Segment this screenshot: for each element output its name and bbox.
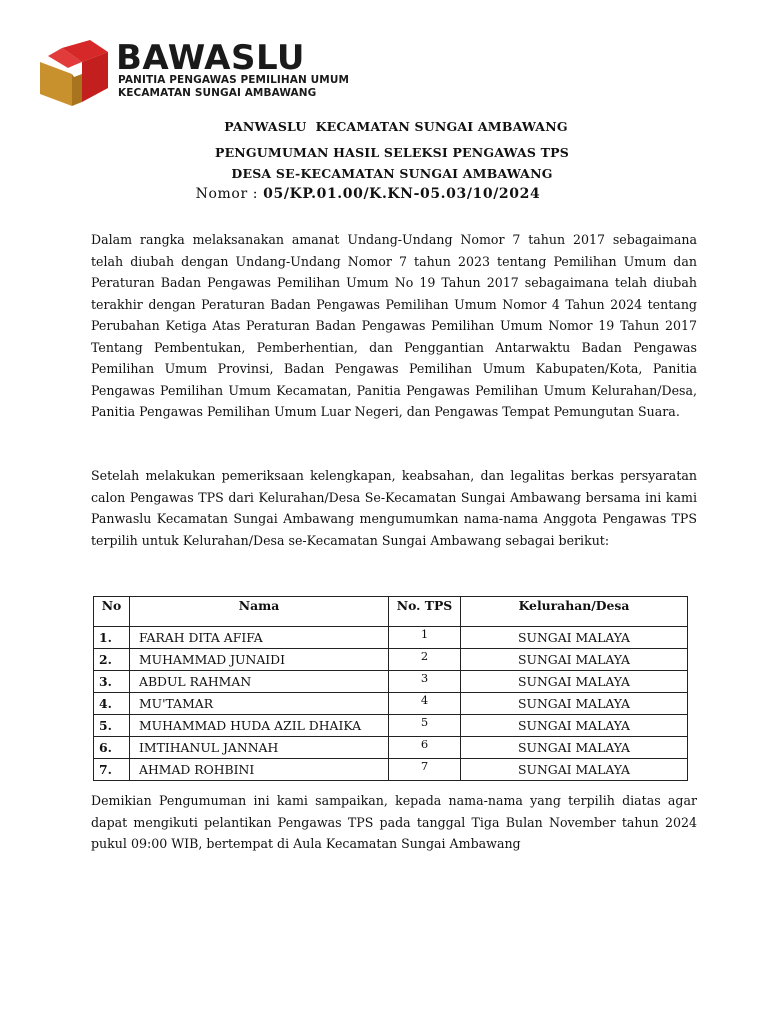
cell-no: 5. — [94, 715, 130, 737]
cell-tps: 3 — [389, 671, 461, 693]
cell-name: ABDUL RAHMAN — [130, 671, 389, 693]
cell-no: 1. — [94, 627, 130, 649]
table-row — [94, 649, 688, 671]
table-row — [94, 759, 688, 781]
header-name: Nama — [130, 597, 389, 627]
org-title: PANWASLU KECAMATAN SUNGAI AMBAWANG — [224, 119, 568, 134]
bawaslu-emblem-icon — [38, 40, 110, 108]
table-row — [94, 693, 688, 715]
cell-tps: 4 — [389, 693, 461, 715]
cell-kelurahan: SUNGAI MALAYA — [461, 649, 688, 671]
cell-kelurahan: SUNGAI MALAYA — [461, 737, 688, 759]
cell-kelurahan: SUNGAI MALAYA — [461, 759, 688, 781]
scope-title: DESA SE-KECAMATAN SUNGAI AMBAWANG — [231, 166, 553, 181]
cell-kelurahan: SUNGAI MALAYA — [461, 693, 688, 715]
cell-tps: 7 — [389, 759, 461, 781]
paragraph-legal-basis: Dalam rangka melaksanakan amanat Undang-Undang Nomor 7 tahun 2017 sebagaimana telah diubah dengan Undang-Undang Nomor 7 tahun 2023 tentang Pemilihan Umum dan Peraturan Badan Pengawas Pemilihan Umum No 19 Tahun 2017 sebagaimana telah diubah terakhir dengan Peraturan Badan Pengawas Pemilihan Umum Nomor 4 Tahun 2024 tentang Perubahan Ketiga Atas Peraturan Badan Pengawas Pemilihan Umum Nomor 19 Tahun 2017 Tentang Pembentukan, Pemberhentian, dan Penggantian Antarwaktu Badan Pengawas Pemilihan Umum Provinsi, Badan Pengawas Pemilihan Umum Kabupaten/Kota, Panitia Pengawas Pemilihan Umum Kecamatan, Panitia Pengawas Pemilihan Umum Kelurahan/Desa, Panitia Pengawas Pemilihan Umum Luar Negeri, dan Pengawas Tempat Pemungutan Suara. — [91, 232, 697, 419]
cell-kelurahan: SUNGAI MALAYA — [461, 671, 688, 693]
table-row — [94, 737, 688, 759]
cell-name: FARAH DITA AFIFA — [130, 627, 389, 649]
cell-tps: 2 — [389, 649, 461, 671]
paragraph-selection: Setelah melakukan pemeriksaan kelengkapan, keabsahan, dan legalitas berkas persyaratan calon Pengawas TPS dari Kelurahan/Desa Se-Kecamatan Sungai Ambawang bersama ini kami Panwaslu Kecamatan Sungai Ambawang mengumumkan nama-nama Anggota Pengawas TPS terpilih untuk Kelurahan/Desa se-Kecamatan Sungai Ambawang sebagai berikut: — [91, 468, 697, 548]
cell-tps: 5 — [389, 715, 461, 737]
table-row — [94, 671, 688, 693]
cell-tps: 1 — [389, 627, 461, 649]
table-row — [94, 627, 688, 649]
logo-subtitle-line2: KECAMATAN SUNGAI AMBAWANG — [118, 87, 317, 99]
header-kelurahan: Kelurahan/Desa — [461, 597, 688, 627]
announcement-title: PENGUMUMAN HASIL SELEKSI PENGAWAS TPS — [214, 145, 569, 160]
cell-name: MUHAMMAD JUNAIDI — [130, 649, 389, 671]
cell-no: 3. — [94, 671, 130, 693]
document-number — [0, 186, 752, 202]
document-number-value: 05/KP.01.00/K.KN-05.03/10/2024 — [263, 186, 541, 202]
paragraph-closing: Demikian Pengumuman ini kami sampaikan, kepada nama-nama yang terpilih diatas agar dapat mengikuti pelantikan Pengawas TPS pada tanggal Tiga Bulan November tahun 2024 pukul 09:00 WIB, bertempat di Aula Kecamatan Sungai Ambawang — [91, 793, 706, 851]
cell-no: 2. — [94, 649, 130, 671]
cell-no: 4. — [94, 693, 130, 715]
logo-brand-text: BAWASLU — [116, 38, 306, 78]
cell-name: MUHAMMAD HUDA AZIL DHAIKA — [130, 715, 389, 737]
table-header-row — [94, 597, 688, 627]
results-table — [93, 596, 688, 781]
header-tps: No. TPS — [389, 597, 461, 627]
document-number-label: Nomor : — [195, 186, 264, 202]
cell-name: MU'TAMAR — [130, 693, 389, 715]
cell-tps: 6 — [389, 737, 461, 759]
table-row — [94, 715, 688, 737]
cell-kelurahan: SUNGAI MALAYA — [461, 715, 688, 737]
header-no: No — [94, 597, 130, 627]
cell-no: 7. — [94, 759, 130, 781]
logo-subtitle-line1: PANITIA PENGAWAS PEMILIHAN UMUM — [118, 74, 350, 86]
cell-no: 6. — [94, 737, 130, 759]
cell-name: AHMAD ROHBINI — [130, 759, 389, 781]
cell-kelurahan: SUNGAI MALAYA — [461, 627, 688, 649]
bawaslu-logo — [38, 38, 350, 108]
cell-name: IMTIHANUL JANNAH — [130, 737, 389, 759]
